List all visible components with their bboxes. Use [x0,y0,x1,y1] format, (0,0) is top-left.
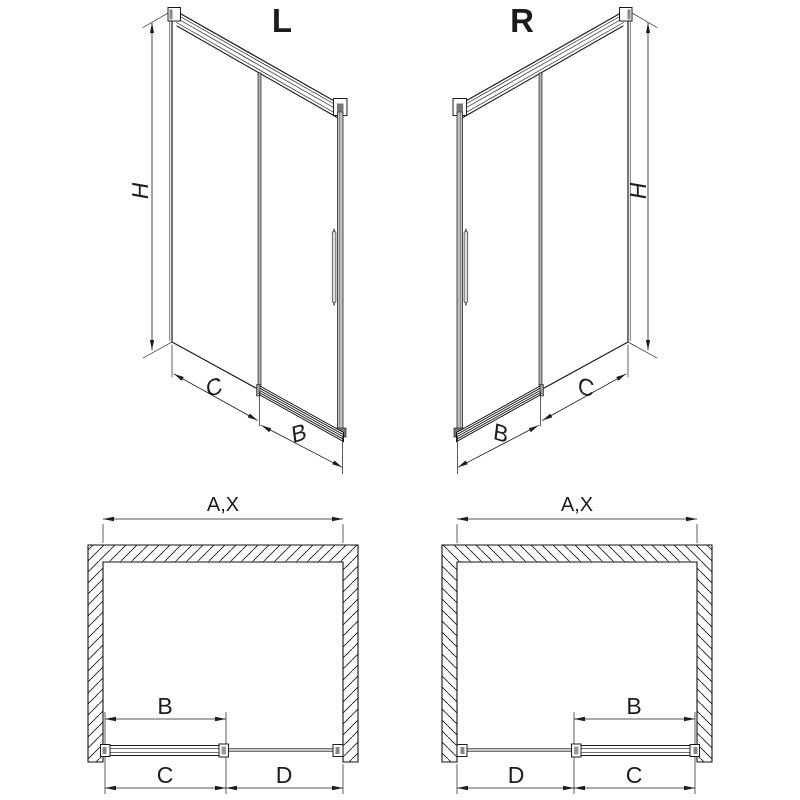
plan-right-segment-left-label: D [507,762,525,788]
iso-right-variant-label: R [510,2,534,39]
iso-left-door-width-label: B [290,417,308,449]
iso-right-door-width-label: B [492,417,510,449]
iso-view-right-geometry [453,8,657,475]
plan-right-door-width-label: B [626,693,642,719]
iso-right-fixed-width-label: C [576,371,596,403]
plan-left-segment-right-label: D [275,762,293,788]
plan-left-overall-width-label: A,X [206,494,240,516]
plan-view-left-geometry [88,517,358,794]
iso-view-left-geometry [143,8,347,475]
iso-left-fixed-width-label: C [204,371,224,403]
iso-left-variant-label: L [271,2,293,39]
plan-left-door-width-label: B [157,693,173,719]
plan-right-overall-width-label: A,X [560,494,594,516]
plan-view-right-geometry [442,517,712,794]
iso-right-height-label: H [625,180,651,202]
plan-left-segment-left-label: C [156,762,174,788]
iso-left-height-label: H [127,180,153,202]
plan-right-segment-right-label: C [625,762,643,788]
